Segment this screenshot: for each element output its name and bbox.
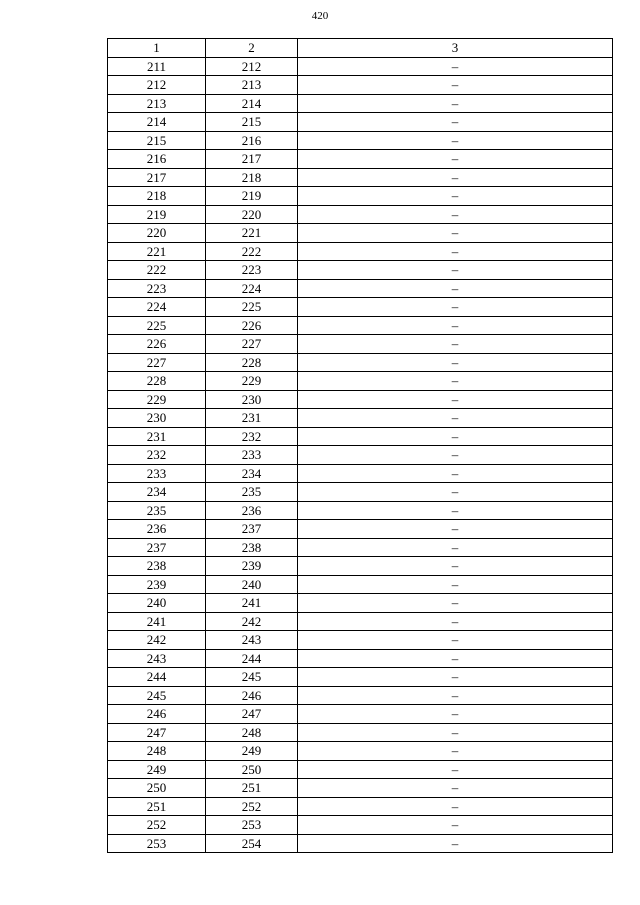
table-row xyxy=(108,409,613,428)
table-header xyxy=(108,39,613,58)
table-row xyxy=(108,94,613,113)
table-cell-col-1: 246 xyxy=(108,705,206,724)
table-cell-col-3: – xyxy=(298,464,613,483)
column-header-1: 1 xyxy=(108,39,206,58)
table-row xyxy=(108,372,613,391)
table-row xyxy=(108,113,613,132)
table-cell-col-3: – xyxy=(298,224,613,243)
table-cell-col-1: 236 xyxy=(108,520,206,539)
table-row xyxy=(108,557,613,576)
table-cell-col-1: 244 xyxy=(108,668,206,687)
table-cell-col-2: 213 xyxy=(206,76,298,95)
table-cell-col-1: 253 xyxy=(108,834,206,853)
table-row xyxy=(108,205,613,224)
table-cell-col-1: 237 xyxy=(108,538,206,557)
column-header-2: 2 xyxy=(206,39,298,58)
table-cell-col-1: 225 xyxy=(108,316,206,335)
table-cell-col-1: 224 xyxy=(108,298,206,317)
table-row xyxy=(108,649,613,668)
table-cell-col-1: 221 xyxy=(108,242,206,261)
table-cell-col-3: – xyxy=(298,705,613,724)
table-cell-col-1: 217 xyxy=(108,168,206,187)
table-row xyxy=(108,279,613,298)
table-cell-col-3: – xyxy=(298,113,613,132)
table-row xyxy=(108,316,613,335)
table-cell-col-3: – xyxy=(298,797,613,816)
table-cell-col-3: – xyxy=(298,242,613,261)
table-cell-col-2: 234 xyxy=(206,464,298,483)
table-cell-col-2: 242 xyxy=(206,612,298,631)
table-cell-col-2: 254 xyxy=(206,834,298,853)
table-cell-col-1: 215 xyxy=(108,131,206,150)
table-row xyxy=(108,390,613,409)
table-row xyxy=(108,705,613,724)
table-cell-col-3: – xyxy=(298,76,613,95)
table-body xyxy=(108,57,613,853)
table-cell-col-3: – xyxy=(298,316,613,335)
table-cell-col-1: 214 xyxy=(108,113,206,132)
table-cell-col-1: 212 xyxy=(108,76,206,95)
table-cell-col-2: 245 xyxy=(206,668,298,687)
table-cell-col-3: – xyxy=(298,575,613,594)
table-cell-col-3: – xyxy=(298,723,613,742)
table-cell-col-1: 228 xyxy=(108,372,206,391)
table-cell-col-3: – xyxy=(298,94,613,113)
table-cell-col-1: 213 xyxy=(108,94,206,113)
table-cell-col-1: 241 xyxy=(108,612,206,631)
table-cell-col-3: – xyxy=(298,779,613,798)
table-cell-col-3: – xyxy=(298,594,613,613)
table-cell-col-3: – xyxy=(298,816,613,835)
table-cell-col-2: 251 xyxy=(206,779,298,798)
table-cell-col-2: 218 xyxy=(206,168,298,187)
table-row xyxy=(108,353,613,372)
table-cell-col-1: 232 xyxy=(108,446,206,465)
table-row xyxy=(108,760,613,779)
table-cell-col-2: 231 xyxy=(206,409,298,428)
table-row xyxy=(108,501,613,520)
table-cell-col-3: – xyxy=(298,279,613,298)
table-cell-col-2: 246 xyxy=(206,686,298,705)
table-cell-col-3: – xyxy=(298,760,613,779)
table-cell-col-2: 252 xyxy=(206,797,298,816)
table-row xyxy=(108,76,613,95)
table-cell-col-2: 244 xyxy=(206,649,298,668)
page-number: 420 xyxy=(311,10,329,22)
table-cell-col-2: 222 xyxy=(206,242,298,261)
table-cell-col-2: 239 xyxy=(206,557,298,576)
table-row xyxy=(108,538,613,557)
table-cell-col-3: – xyxy=(298,649,613,668)
table-row xyxy=(108,150,613,169)
table-row xyxy=(108,131,613,150)
table-row xyxy=(108,224,613,243)
table-cell-col-3: – xyxy=(298,335,613,354)
table-row xyxy=(108,57,613,76)
table-cell-col-1: 226 xyxy=(108,335,206,354)
table-cell-col-3: – xyxy=(298,427,613,446)
table-cell-col-2: 247 xyxy=(206,705,298,724)
table-cell-col-2: 228 xyxy=(206,353,298,372)
table-cell-col-1: 249 xyxy=(108,760,206,779)
table-row xyxy=(108,779,613,798)
table-cell-col-2: 217 xyxy=(206,150,298,169)
table-row xyxy=(108,668,613,687)
table-row xyxy=(108,261,613,280)
table-row xyxy=(108,742,613,761)
table-cell-col-1: 245 xyxy=(108,686,206,705)
table-cell-col-2: 236 xyxy=(206,501,298,520)
table-cell-col-2: 214 xyxy=(206,94,298,113)
table-cell-col-2: 250 xyxy=(206,760,298,779)
table-cell-col-2: 233 xyxy=(206,446,298,465)
table-cell-col-3: – xyxy=(298,612,613,631)
table-cell-col-1: 250 xyxy=(108,779,206,798)
table-row xyxy=(108,594,613,613)
table-cell-col-3: – xyxy=(298,631,613,650)
table-cell-col-1: 218 xyxy=(108,187,206,206)
table-cell-col-1: 220 xyxy=(108,224,206,243)
table-row xyxy=(108,575,613,594)
table-cell-col-2: 227 xyxy=(206,335,298,354)
table-cell-col-3: – xyxy=(298,742,613,761)
table-cell-col-2: 216 xyxy=(206,131,298,150)
table-cell-col-3: – xyxy=(298,538,613,557)
table-row xyxy=(108,612,613,631)
table-row xyxy=(108,298,613,317)
table-cell-col-2: 220 xyxy=(206,205,298,224)
table-row xyxy=(108,187,613,206)
table-cell-col-2: 223 xyxy=(206,261,298,280)
table-cell-col-3: – xyxy=(298,131,613,150)
table-cell-col-3: – xyxy=(298,668,613,687)
table-row xyxy=(108,446,613,465)
table-cell-col-2: 221 xyxy=(206,224,298,243)
table-cell-col-2: 235 xyxy=(206,483,298,502)
table-row xyxy=(108,631,613,650)
table-cell-col-2: 253 xyxy=(206,816,298,835)
table-row xyxy=(108,483,613,502)
table-cell-col-2: 230 xyxy=(206,390,298,409)
table-cell-col-3: – xyxy=(298,298,613,317)
table-cell-col-1: 247 xyxy=(108,723,206,742)
table-row xyxy=(108,168,613,187)
data-table xyxy=(107,38,613,853)
table-cell-col-2: 229 xyxy=(206,372,298,391)
table-cell-col-1: 222 xyxy=(108,261,206,280)
table-cell-col-1: 242 xyxy=(108,631,206,650)
table-cell-col-1: 240 xyxy=(108,594,206,613)
table-cell-col-3: – xyxy=(298,390,613,409)
table-row xyxy=(108,686,613,705)
table-cell-col-2: 226 xyxy=(206,316,298,335)
table-cell-col-1: 234 xyxy=(108,483,206,502)
table-cell-col-3: – xyxy=(298,353,613,372)
column-header-3: 3 xyxy=(298,39,613,58)
table-cell-col-1: 238 xyxy=(108,557,206,576)
table-cell-col-1: 233 xyxy=(108,464,206,483)
table-cell-col-3: – xyxy=(298,57,613,76)
table-cell-col-2: 248 xyxy=(206,723,298,742)
table-cell-col-3: – xyxy=(298,520,613,539)
table-header-row xyxy=(108,39,613,58)
table-cell-col-1: 229 xyxy=(108,390,206,409)
table-cell-col-3: – xyxy=(298,372,613,391)
table-cell-col-1: 239 xyxy=(108,575,206,594)
table-cell-col-1: 248 xyxy=(108,742,206,761)
table-cell-col-1: 216 xyxy=(108,150,206,169)
table-cell-col-3: – xyxy=(298,483,613,502)
table-row xyxy=(108,242,613,261)
table-cell-col-3: – xyxy=(298,168,613,187)
table-row xyxy=(108,723,613,742)
table-row xyxy=(108,520,613,539)
table-row xyxy=(108,797,613,816)
table-cell-col-1: 230 xyxy=(108,409,206,428)
table-cell-col-2: 232 xyxy=(206,427,298,446)
table-row xyxy=(108,427,613,446)
table-cell-col-3: – xyxy=(298,686,613,705)
table-row xyxy=(108,834,613,853)
table-cell-col-1: 231 xyxy=(108,427,206,446)
table-cell-col-1: 211 xyxy=(108,57,206,76)
table-cell-col-2: 225 xyxy=(206,298,298,317)
table-cell-col-1: 251 xyxy=(108,797,206,816)
table-row xyxy=(108,335,613,354)
table-cell-col-3: – xyxy=(298,446,613,465)
table-cell-col-2: 219 xyxy=(206,187,298,206)
table-cell-col-3: – xyxy=(298,150,613,169)
table-cell-col-1: 219 xyxy=(108,205,206,224)
table-cell-col-3: – xyxy=(298,501,613,520)
table-cell-col-1: 223 xyxy=(108,279,206,298)
table-cell-col-2: 238 xyxy=(206,538,298,557)
table-cell-col-3: – xyxy=(298,205,613,224)
table-cell-col-1: 227 xyxy=(108,353,206,372)
table-cell-col-2: 241 xyxy=(206,594,298,613)
table-cell-col-2: 224 xyxy=(206,279,298,298)
table-cell-col-3: – xyxy=(298,834,613,853)
table-cell-col-3: – xyxy=(298,557,613,576)
table-cell-col-3: – xyxy=(298,409,613,428)
table-cell-col-2: 237 xyxy=(206,520,298,539)
table-cell-col-2: 243 xyxy=(206,631,298,650)
table-row xyxy=(108,464,613,483)
table-cell-col-2: 212 xyxy=(206,57,298,76)
table-cell-col-2: 249 xyxy=(206,742,298,761)
table-cell-col-1: 252 xyxy=(108,816,206,835)
table-cell-col-3: – xyxy=(298,187,613,206)
table-cell-col-2: 240 xyxy=(206,575,298,594)
table-row xyxy=(108,816,613,835)
table-cell-col-1: 235 xyxy=(108,501,206,520)
table-cell-col-1: 243 xyxy=(108,649,206,668)
table-cell-col-3: – xyxy=(298,261,613,280)
table-cell-col-2: 215 xyxy=(206,113,298,132)
